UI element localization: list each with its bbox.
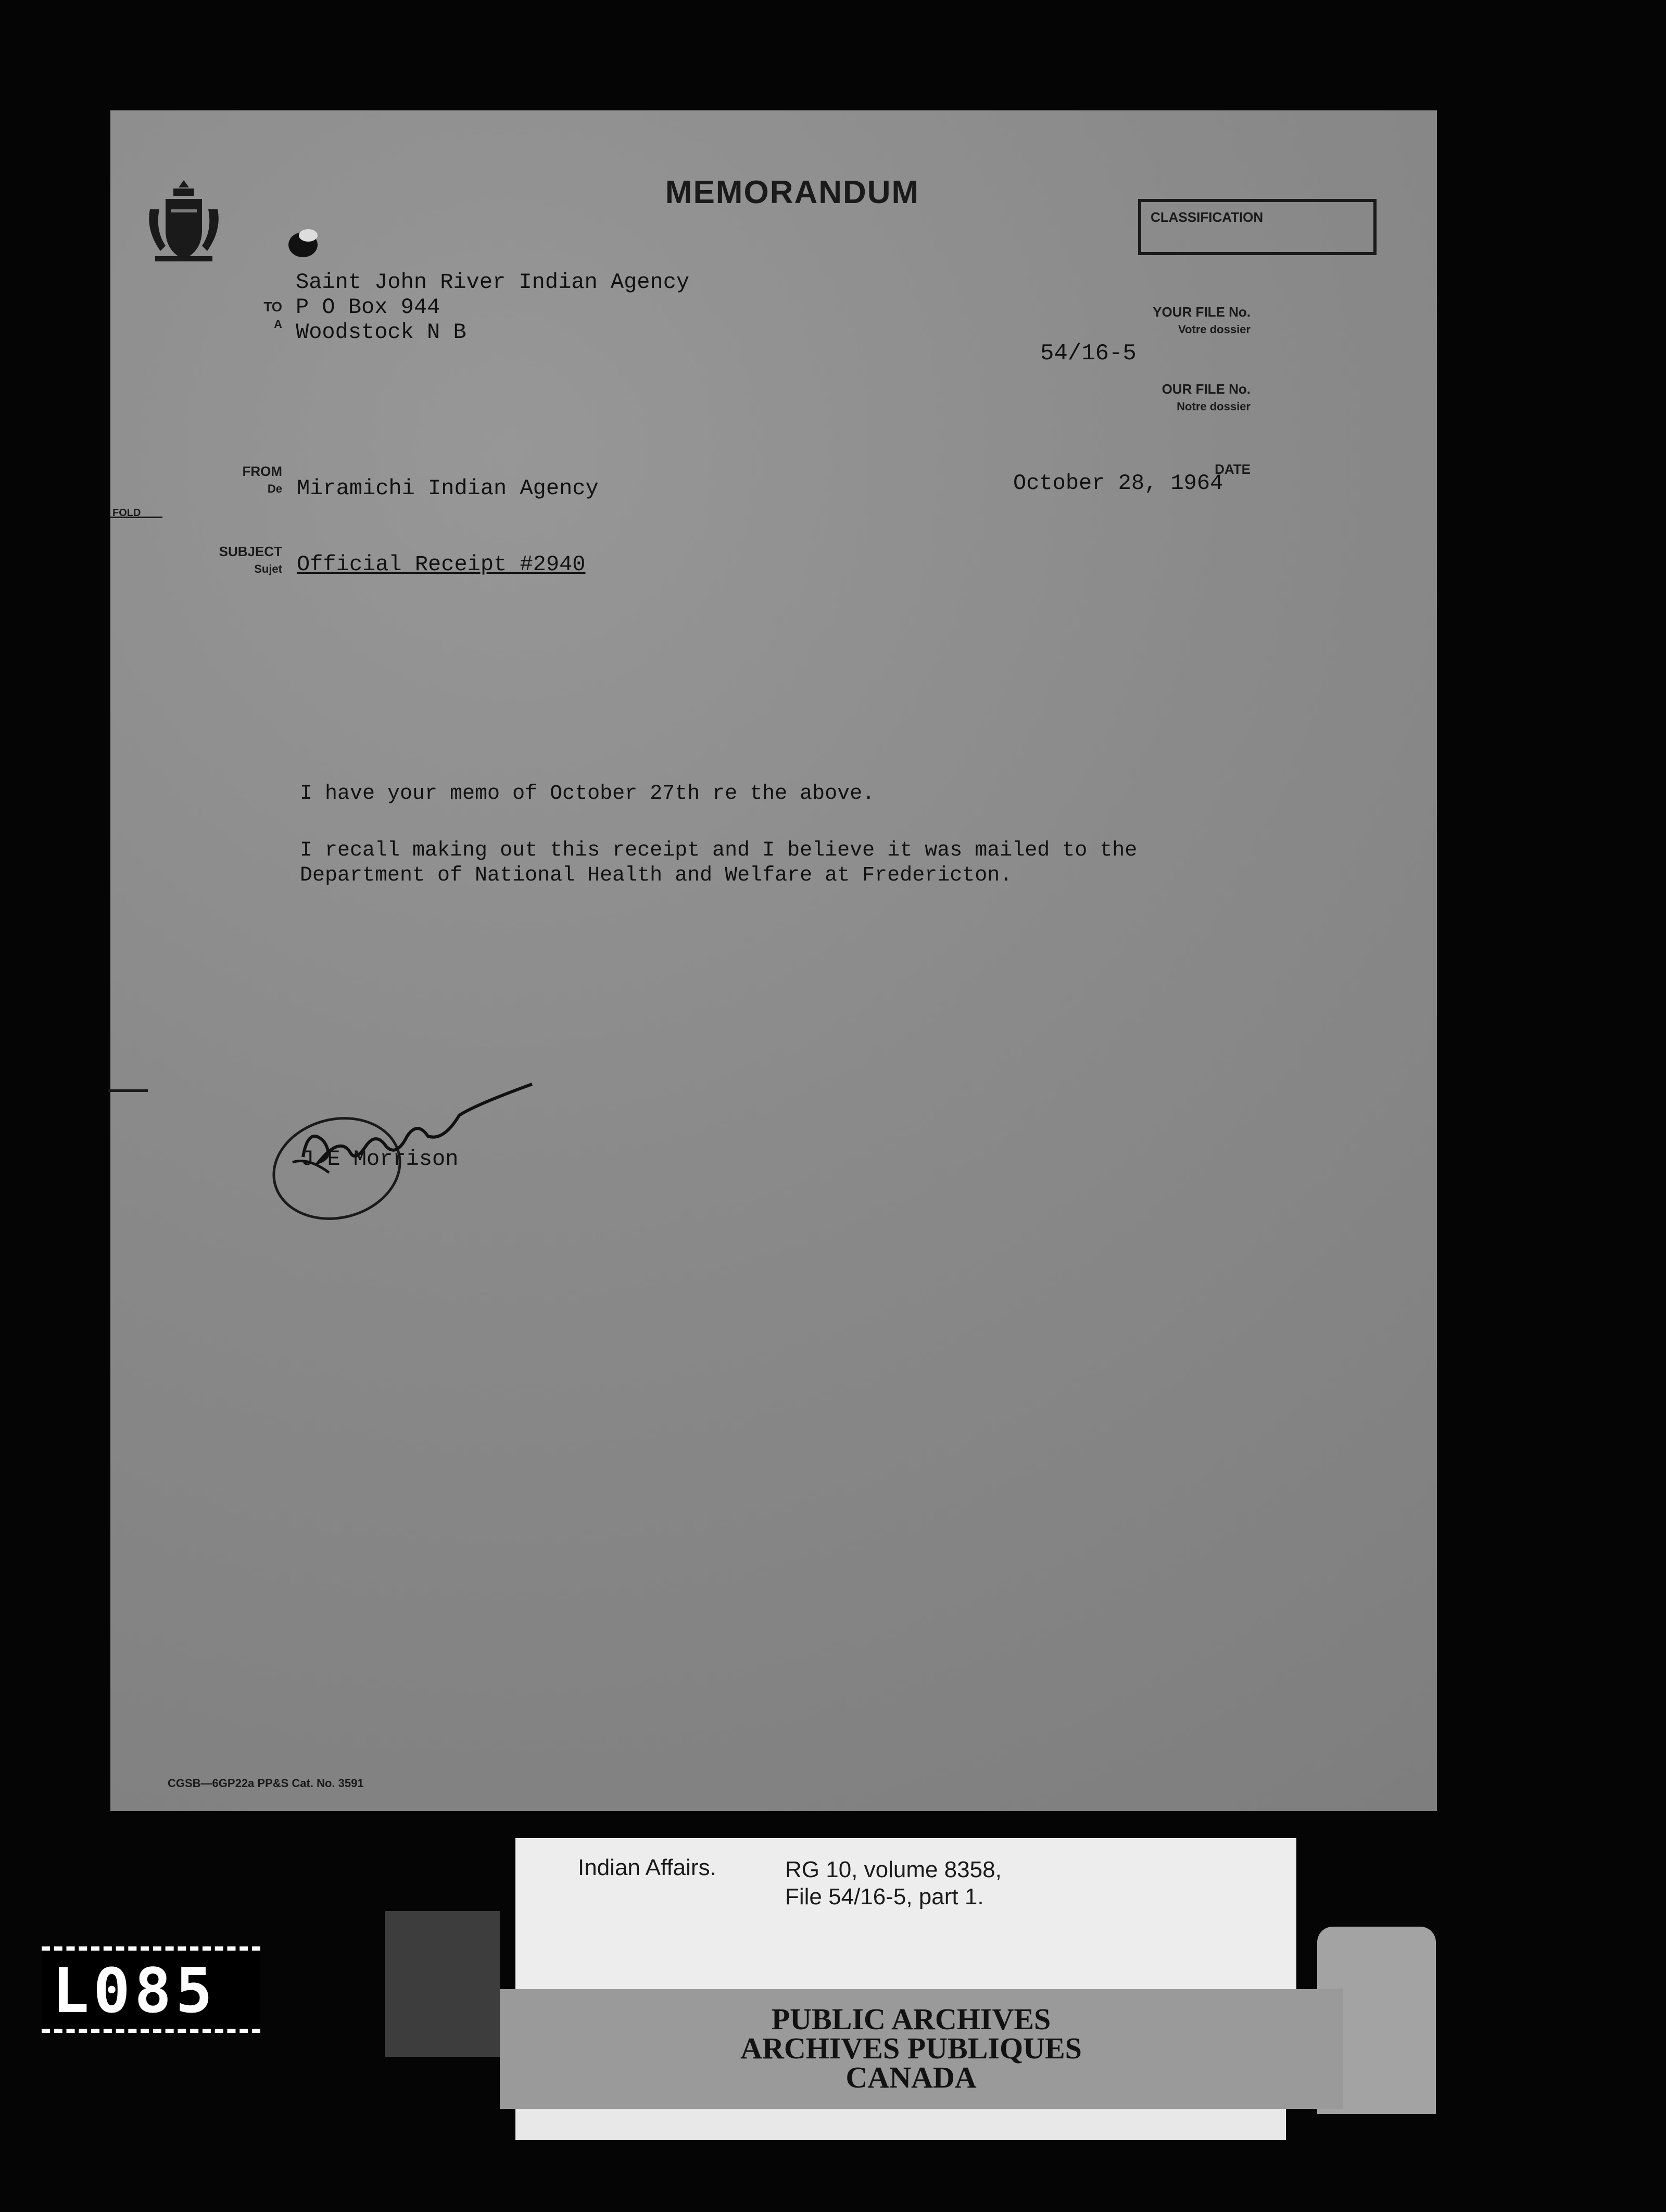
catalog-number: CGSB—6GP22a PP&S Cat. No. 3591 <box>168 1777 364 1790</box>
archive-stamp-line-3: CANADA <box>845 2060 977 2094</box>
your-file-label: YOUR FILE No. <box>1153 304 1251 320</box>
frame-counter-value: L085 <box>52 1955 217 2027</box>
archive-lower-strip <box>515 2109 1286 2140</box>
from-label-fr: De <box>267 482 282 495</box>
memorandum-page <box>110 110 1437 1811</box>
frame-counter <box>42 1946 260 2033</box>
archive-stamp-line-1: PUBLIC ARCHIVES <box>771 2002 1051 2036</box>
to-address <box>296 270 689 345</box>
body-line: I recall making out this receipt and I believe it was mailed to the <box>300 839 1138 862</box>
subject-label: SUBJECT <box>219 544 282 559</box>
classification-label: CLASSIFICATION <box>1151 209 1264 225</box>
archive-stamp-line-2: ARCHIVES PUBLIQUES <box>740 2031 1082 2065</box>
archive-ref-line-2: File 54/16-5, part 1. <box>785 1884 984 1909</box>
subject-label-group <box>168 543 282 578</box>
to-address-line: Saint John River Indian Agency <box>296 270 690 295</box>
coat-of-arms-icon <box>145 178 223 266</box>
classification-box <box>1138 199 1377 255</box>
your-file-label-fr: Votre dossier <box>1178 323 1251 336</box>
to-label-group <box>235 298 282 333</box>
from-label: FROM <box>242 463 282 479</box>
ink-blot-icon <box>282 225 324 261</box>
archive-reference-card <box>515 1838 1296 1994</box>
date-value: October 28, 1964 <box>1013 471 1223 496</box>
to-label-fr: A <box>274 318 282 331</box>
from-label-group <box>194 462 282 498</box>
date-label: DATE <box>1215 461 1251 477</box>
body-line: Department of National Health and Welfare at Fredericton. <box>300 864 1013 887</box>
to-address-line: Woodstock N B <box>296 320 466 345</box>
subject-value: Official Receipt #2940 <box>297 552 586 577</box>
fold-mark <box>108 1089 148 1092</box>
your-file-label-group <box>975 303 1251 338</box>
our-file-label-fr: Notre dossier <box>1177 400 1251 413</box>
subject-label-fr: Sujet <box>254 562 282 575</box>
to-label: TO <box>263 299 282 315</box>
body-paragraph-1: I have your memo of October 27th re the above. <box>300 782 875 806</box>
from-value: Miramichi Indian Agency <box>297 476 599 501</box>
our-file-label-group <box>975 380 1251 416</box>
memo-title: MEMORANDUM <box>665 174 920 210</box>
archive-ref-line-1: RG 10, volume 8358, <box>785 1857 1002 1882</box>
archive-dept: Indian Affairs. <box>578 1855 716 1880</box>
body-paragraph-2 <box>300 838 1137 888</box>
your-file-value: 54/16-5 <box>1040 341 1137 367</box>
to-address-line: P O Box 944 <box>296 295 440 320</box>
our-file-label: OUR FILE No. <box>1162 381 1251 397</box>
signer-name: J E Morrison <box>301 1147 459 1172</box>
fold-label: FOLD <box>112 507 141 519</box>
archive-tab-left <box>385 1911 500 2057</box>
